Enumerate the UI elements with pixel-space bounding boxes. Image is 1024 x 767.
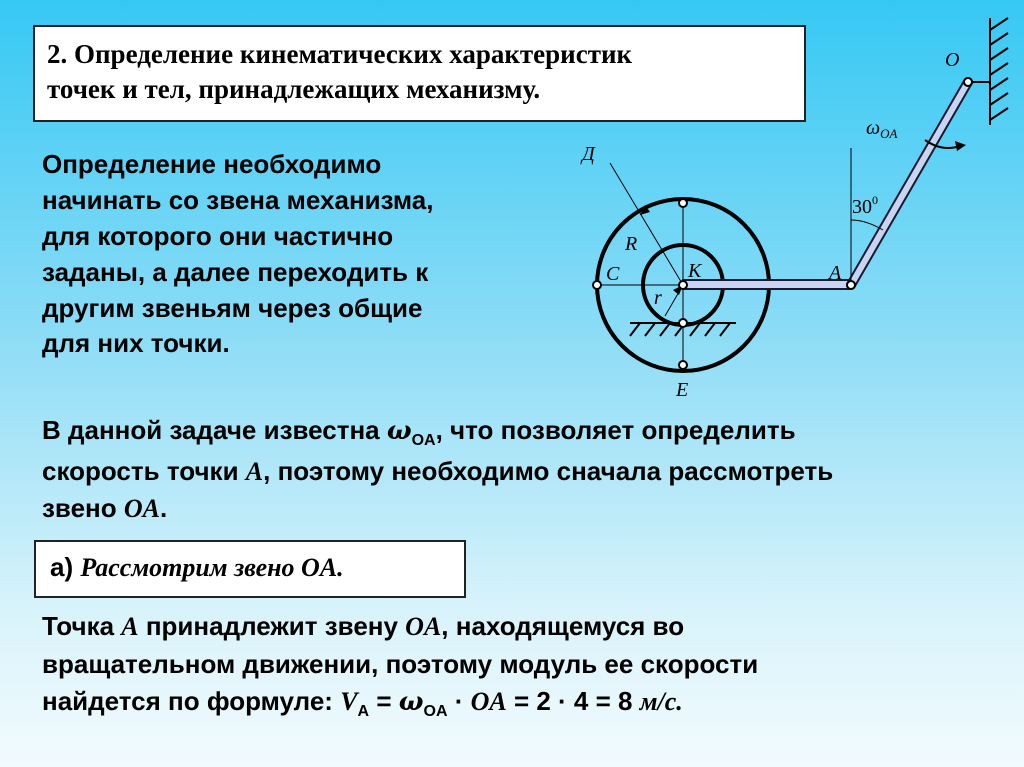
label-E: E [676, 379, 689, 401]
subheading-text: Рассмотрим звено OA. [80, 553, 344, 582]
label-R: R [625, 233, 638, 255]
intro-line-4: заданы, а далее переходить к [42, 256, 429, 287]
paragraph-known-omega [42, 412, 1002, 527]
joint-E [679, 361, 687, 369]
intro-line-5: другим звеньям через общие [42, 292, 423, 323]
label-r: r [654, 287, 662, 309]
intro-line-1: Определение необходимо [42, 149, 382, 179]
joint-K [679, 281, 687, 289]
label-omega: $\omega_{OA}$ [866, 117, 898, 141]
intro-line-2: начинать со звена механизма, [42, 184, 434, 215]
label-C: C [606, 263, 620, 285]
intro-paragraph [42, 147, 512, 362]
joint-top [679, 199, 687, 207]
subheading-box [34, 540, 466, 598]
joint-O [964, 78, 972, 86]
title-line-2: точек и тел, принадлежащих механизму. [47, 74, 541, 105]
label-angle: $30^0$ [852, 193, 878, 218]
paragraph-velocity-formula [42, 608, 1002, 724]
joint-contact [679, 319, 687, 327]
label-O: O [945, 49, 960, 71]
omega-arrowhead [955, 141, 966, 151]
joint-C [593, 281, 601, 289]
para2-line-3: звено OA. [42, 492, 168, 523]
para3-line-1: Точка A принадлежит звену OA, находящемуся во [42, 611, 685, 641]
para3-line-3: найдется по формуле: $V_A = \omega_{OA}$ · OA = 2 · 4 = 8 м/с. [42, 685, 683, 720]
para2-line-2: скорость точки A, поэтому необходимо сначала рассмотреть [42, 455, 834, 486]
para2-line-1: В данной задаче известна $\omega_{OA}$, что позволяет определить [42, 415, 796, 450]
label-D: Д [582, 143, 595, 165]
link-OA [851, 82, 968, 285]
wall-support [968, 18, 1008, 125]
subheading-prefix: а) [50, 552, 81, 582]
label-K: К [688, 260, 702, 282]
intro-line-3: для которого они частично [42, 220, 394, 251]
mechanism-diagram [560, 10, 1020, 410]
joint-A [847, 281, 855, 289]
intro-line-6: для них точки. [42, 328, 230, 359]
para3-line-2: вращательном движении, поэтому модуль ее скорости [42, 648, 759, 679]
link-KA [683, 280, 851, 289]
title-line-1: 2. Определение кинематических характеристик [47, 39, 633, 69]
label-A: A [829, 262, 842, 284]
